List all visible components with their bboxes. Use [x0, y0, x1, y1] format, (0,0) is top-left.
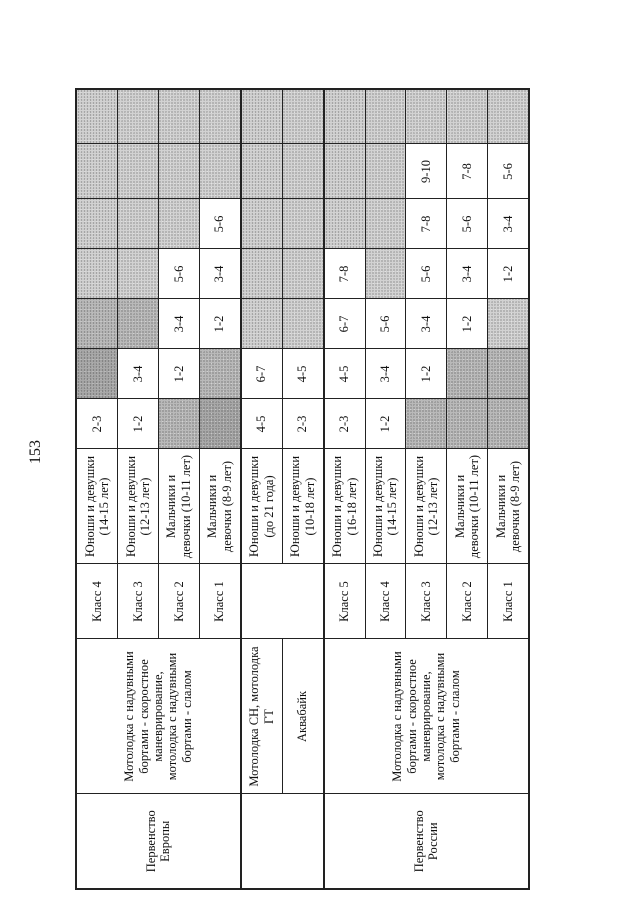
value-cell: 5-6 [406, 249, 447, 299]
shaded-cell [282, 299, 323, 349]
value-cell: 4-5 [282, 349, 323, 399]
class-cell: Класс 3 [406, 564, 447, 639]
value-cell: 1-2 [447, 299, 488, 349]
value-cell: 1-2 [117, 399, 158, 449]
value-cell: 5-6 [447, 199, 488, 249]
shaded-cell [117, 299, 158, 349]
shaded-cell [199, 144, 240, 199]
level-cell-europe: Первенство Европы [76, 794, 241, 889]
value-cell: 7-8 [324, 249, 365, 299]
shaded-cell [76, 89, 117, 144]
shaded-cell [365, 249, 406, 299]
shaded-cell [282, 249, 323, 299]
shaded-cell [158, 89, 199, 144]
value-cell: 3-4 [447, 249, 488, 299]
group-cell: Юноши и девушки (10-18 лет) [282, 449, 323, 564]
shaded-cell [199, 89, 240, 144]
level-cell-empty [241, 794, 324, 889]
group-cell: Юноши и девушки (12-13 лет) [117, 449, 158, 564]
group-cell: Мальчики и девочки (10-11 лет) [158, 449, 199, 564]
table-row [324, 89, 365, 889]
group-cell: Мальчики и девочки (8-9 лет) [487, 449, 529, 564]
value-cell: 2-3 [282, 399, 323, 449]
class-cell: Класс 4 [365, 564, 406, 639]
shaded-cell [447, 89, 488, 144]
shaded-cell [447, 399, 488, 449]
class-cell-empty [241, 564, 324, 639]
value-cell: 5-6 [199, 199, 240, 249]
shaded-cell [199, 399, 240, 449]
value-cell: 3-4 [117, 349, 158, 399]
shaded-cell [117, 199, 158, 249]
shaded-cell [241, 144, 282, 199]
value-cell: 3-4 [365, 349, 406, 399]
shaded-cell [76, 249, 117, 299]
value-cell: 2-3 [76, 399, 117, 449]
discipline-cell: Мотолодка с надувными бортами - скоростное маневрирование, мотолодка с надувными бортами - слалом [324, 639, 529, 794]
shaded-cell [158, 199, 199, 249]
value-cell: 5-6 [487, 144, 529, 199]
page-number: 153 [27, 440, 44, 464]
discipline-cell: Аквабайк [282, 639, 323, 794]
group-cell: Юноши и девушки (до 21 года) [241, 449, 282, 564]
value-cell: 3-4 [487, 199, 529, 249]
shaded-cell [117, 144, 158, 199]
shaded-cell [365, 144, 406, 199]
shaded-cell [241, 249, 282, 299]
value-cell: 3-4 [406, 299, 447, 349]
value-cell: 9-10 [406, 144, 447, 199]
class-cell: Класс 2 [447, 564, 488, 639]
value-cell: 7-8 [406, 199, 447, 249]
shaded-cell [324, 199, 365, 249]
class-cell: Класс 5 [324, 564, 365, 639]
value-cell: 1-2 [406, 349, 447, 399]
value-cell: 3-4 [158, 299, 199, 349]
table-row [282, 89, 323, 889]
class-cell: Класс 3 [117, 564, 158, 639]
shaded-cell [487, 349, 529, 399]
shaded-cell [158, 144, 199, 199]
class-cell: Класс 2 [158, 564, 199, 639]
rotated-table-wrapper [75, 90, 530, 890]
value-cell: 6-7 [324, 299, 365, 349]
shaded-cell [487, 299, 529, 349]
group-cell: Мальчики и девочки (8-9 лет) [199, 449, 240, 564]
shaded-cell [282, 199, 323, 249]
table-row [241, 89, 282, 889]
value-cell: 5-6 [158, 249, 199, 299]
group-cell: Юноши и девушки (14-15 лет) [76, 449, 117, 564]
shaded-cell [406, 89, 447, 144]
value-cell: 1-2 [199, 299, 240, 349]
value-cell: 1-2 [365, 399, 406, 449]
shaded-cell [241, 199, 282, 249]
shaded-cell [487, 399, 529, 449]
shaded-cell [158, 399, 199, 449]
shaded-cell [447, 349, 488, 399]
shaded-cell [117, 89, 158, 144]
level-cell-russia: Первенство России [324, 794, 529, 889]
shaded-cell [406, 399, 447, 449]
shaded-cell [199, 349, 240, 399]
value-cell: 1-2 [487, 249, 529, 299]
value-cell: 4-5 [324, 349, 365, 399]
shaded-cell [117, 249, 158, 299]
value-cell: 2-3 [324, 399, 365, 449]
shaded-cell [282, 89, 323, 144]
discipline-cell: Мотолодка СН, мотолодка ГТ [241, 639, 282, 794]
shaded-cell [365, 199, 406, 249]
group-cell: Мальчики и девочки (10-11 лет) [447, 449, 488, 564]
shaded-cell [76, 144, 117, 199]
shaded-cell [324, 89, 365, 144]
value-cell: 5-6 [365, 299, 406, 349]
group-cell: Юноши и девушки (16-18 лет) [324, 449, 365, 564]
class-cell: Класс 1 [199, 564, 240, 639]
value-cell: 3-4 [199, 249, 240, 299]
value-cell: 4-5 [241, 399, 282, 449]
shaded-cell [324, 144, 365, 199]
shaded-cell [241, 299, 282, 349]
value-cell: 7-8 [447, 144, 488, 199]
shaded-cell [487, 89, 529, 144]
shaded-cell [241, 89, 282, 144]
shaded-cell [76, 299, 117, 349]
shaded-cell [76, 199, 117, 249]
group-cell: Юноши и девушки (12-13 лет) [406, 449, 447, 564]
discipline-cell: Мотолодка с надувными бортами - скоростное маневрирование, мотолодка с надувными бортами - слалом [76, 639, 241, 794]
class-cell: Класс 1 [487, 564, 529, 639]
shaded-cell [365, 89, 406, 144]
value-cell: 1-2 [158, 349, 199, 399]
shaded-cell [76, 349, 117, 399]
table-row [76, 89, 117, 889]
class-cell: Класс 4 [76, 564, 117, 639]
shaded-cell [282, 144, 323, 199]
age-group-table [75, 88, 530, 890]
value-cell: 6-7 [241, 349, 282, 399]
group-cell: Юноши и девушки (14-15 лет) [365, 449, 406, 564]
